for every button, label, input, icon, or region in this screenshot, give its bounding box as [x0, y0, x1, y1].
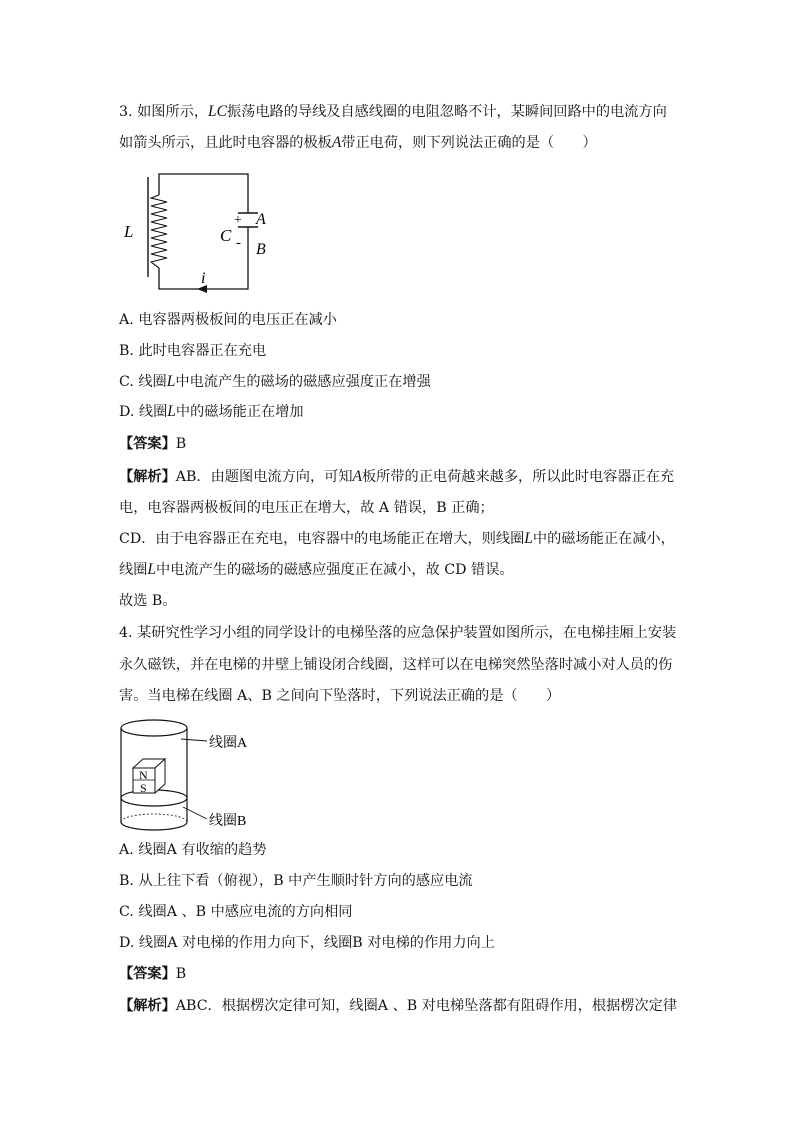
- q4-number: 4.: [119, 625, 133, 641]
- q3-analysis-text: 线圈: [119, 562, 148, 578]
- q4-answer-label: 【答案】: [119, 966, 176, 982]
- q3-analysis-label: 【解析】: [119, 469, 176, 485]
- q3-answer: [119, 434, 186, 454]
- q3-analysis-text: 中电流产生的磁场的磁感应强度正在减小，故 CD 错误。: [156, 562, 514, 578]
- q3-analysis-line5: 故选 B。: [119, 593, 177, 609]
- q3-analysis-symbol: A: [352, 468, 362, 485]
- q3-analysis-symbol: L: [147, 561, 157, 578]
- magnet-n-label: N: [139, 768, 148, 782]
- q3-analysis-symbol: L: [524, 530, 533, 547]
- magnet-s-label: S: [140, 781, 147, 795]
- q4-option-a: A. 线圈A 有收缩的趋势: [119, 842, 267, 858]
- coil-a-leader: [181, 739, 207, 741]
- label-B: B: [256, 241, 266, 258]
- q4-answer-value: B: [175, 966, 187, 982]
- q4-option-d: D. 线圈A 对电梯的作用力向下，线圈B 对电梯的作用力向上: [119, 935, 495, 951]
- q4-analysis-label: 【解析】: [119, 998, 176, 1014]
- elevator-coil-diagram: [115, 712, 295, 837]
- q3-stem-line1: [119, 102, 667, 122]
- q3-option-c: [119, 372, 431, 392]
- q4-analysis-line1: [119, 996, 677, 1016]
- shaft-bottom-back: [121, 814, 187, 822]
- q3-stem-text: 如箭头所示，且此时电容器的极板: [119, 135, 332, 151]
- q3-stem-text: 如图所示，: [137, 104, 209, 120]
- label-minus: -: [236, 235, 241, 251]
- label-C: C: [220, 226, 232, 245]
- q3-analysis-text: AB．由题图电流方向，可知: [175, 469, 353, 485]
- q3-plate-symbol: A: [331, 134, 342, 151]
- q3-answer-label: 【答案】: [119, 436, 176, 452]
- q4-stem-line2: 永久磁铁，并在电梯的井壁上铺设闭合线圈，这样可以在电梯突然坠落时减小对人员的伤: [119, 657, 673, 673]
- q3-option-a: A. 电容器两极板间的电压正在减小: [119, 312, 337, 328]
- q3-option-c-symbol: L: [166, 373, 176, 390]
- q3-option-d: [119, 402, 304, 422]
- q4-option-b: B. 从上往下看（俯视），B 中产生顺时针方向的感应电流: [119, 873, 473, 889]
- q3-lc-symbol: LC: [208, 103, 227, 120]
- q3-stem-text: 振荡电路的导线及自感线圈的电阻忽略不计，某瞬间回路中的电流方向: [226, 104, 667, 120]
- q3-option-d-text: D. 线圈: [119, 404, 168, 420]
- shaft-bottom: [121, 822, 187, 830]
- q4-stem-text: 某研究性学习小组的同学设计的电梯坠落的应急保护装置如图所示，在电梯挂厢上安装: [137, 625, 677, 641]
- q3-option-c-text: C. 线圈: [119, 374, 167, 390]
- inductor-coil: [151, 195, 167, 268]
- q4-option-c: C. 线圈A 、B 中感应电流的方向相同: [119, 904, 353, 920]
- q3-analysis-line3: [119, 529, 675, 549]
- q3-answer-value: B: [175, 436, 187, 452]
- q3-option-d-symbol: L: [167, 403, 176, 420]
- q3-option-d-text: 中的磁场能正在增加: [175, 404, 304, 420]
- q3-analysis-line2: 电，电容器两极板间的电压正在增大，故 A 错误，B 正确；: [119, 500, 494, 516]
- q4-stem-line1: [119, 623, 676, 643]
- label-plus: +: [234, 213, 242, 228]
- q3-analysis-line4: [119, 560, 514, 580]
- coil-a: [121, 720, 187, 736]
- label-A: A: [256, 211, 266, 228]
- q3-analysis-text: CD．由于电容器正在充电，电容器中的电场能正在增大，则线圈: [119, 531, 525, 547]
- circuit-top-wire: [159, 174, 248, 213]
- coil-a-label: 线圈A: [209, 736, 248, 751]
- label-i: i: [201, 270, 206, 287]
- q3-analysis-text: 中的磁场能正在减小，: [532, 531, 675, 547]
- q4-answer: [119, 964, 186, 984]
- q3-stem-text: 带正电荷，则下列说法正确的是（ ）: [341, 135, 597, 151]
- q3-number: 3.: [119, 104, 133, 120]
- q3-stem-line2: [119, 133, 597, 153]
- q3-analysis-line1: [119, 467, 674, 487]
- lc-circuit-diagram: [115, 165, 275, 300]
- label-L: L: [124, 222, 134, 241]
- q4-analysis-text: ABC．根据楞次定律可知，线圈A 、B 对电梯坠落都有阻碍作用，根据楞次定律: [175, 998, 678, 1014]
- coil-b-label: 线圈B: [209, 814, 247, 829]
- q4-stem-line3: 害。当电梯在线圈 A、B 之间向下坠落时，下列说法正确的是（ ）: [119, 688, 561, 704]
- q3-option-c-text: 中电流产生的磁场的磁感应强度正在增强: [175, 374, 431, 390]
- q3-analysis-text: 板所带的正电荷越来越多，所以此时电容器正在充: [361, 469, 675, 485]
- q3-option-b: B. 此时电容器正在充电: [119, 343, 267, 359]
